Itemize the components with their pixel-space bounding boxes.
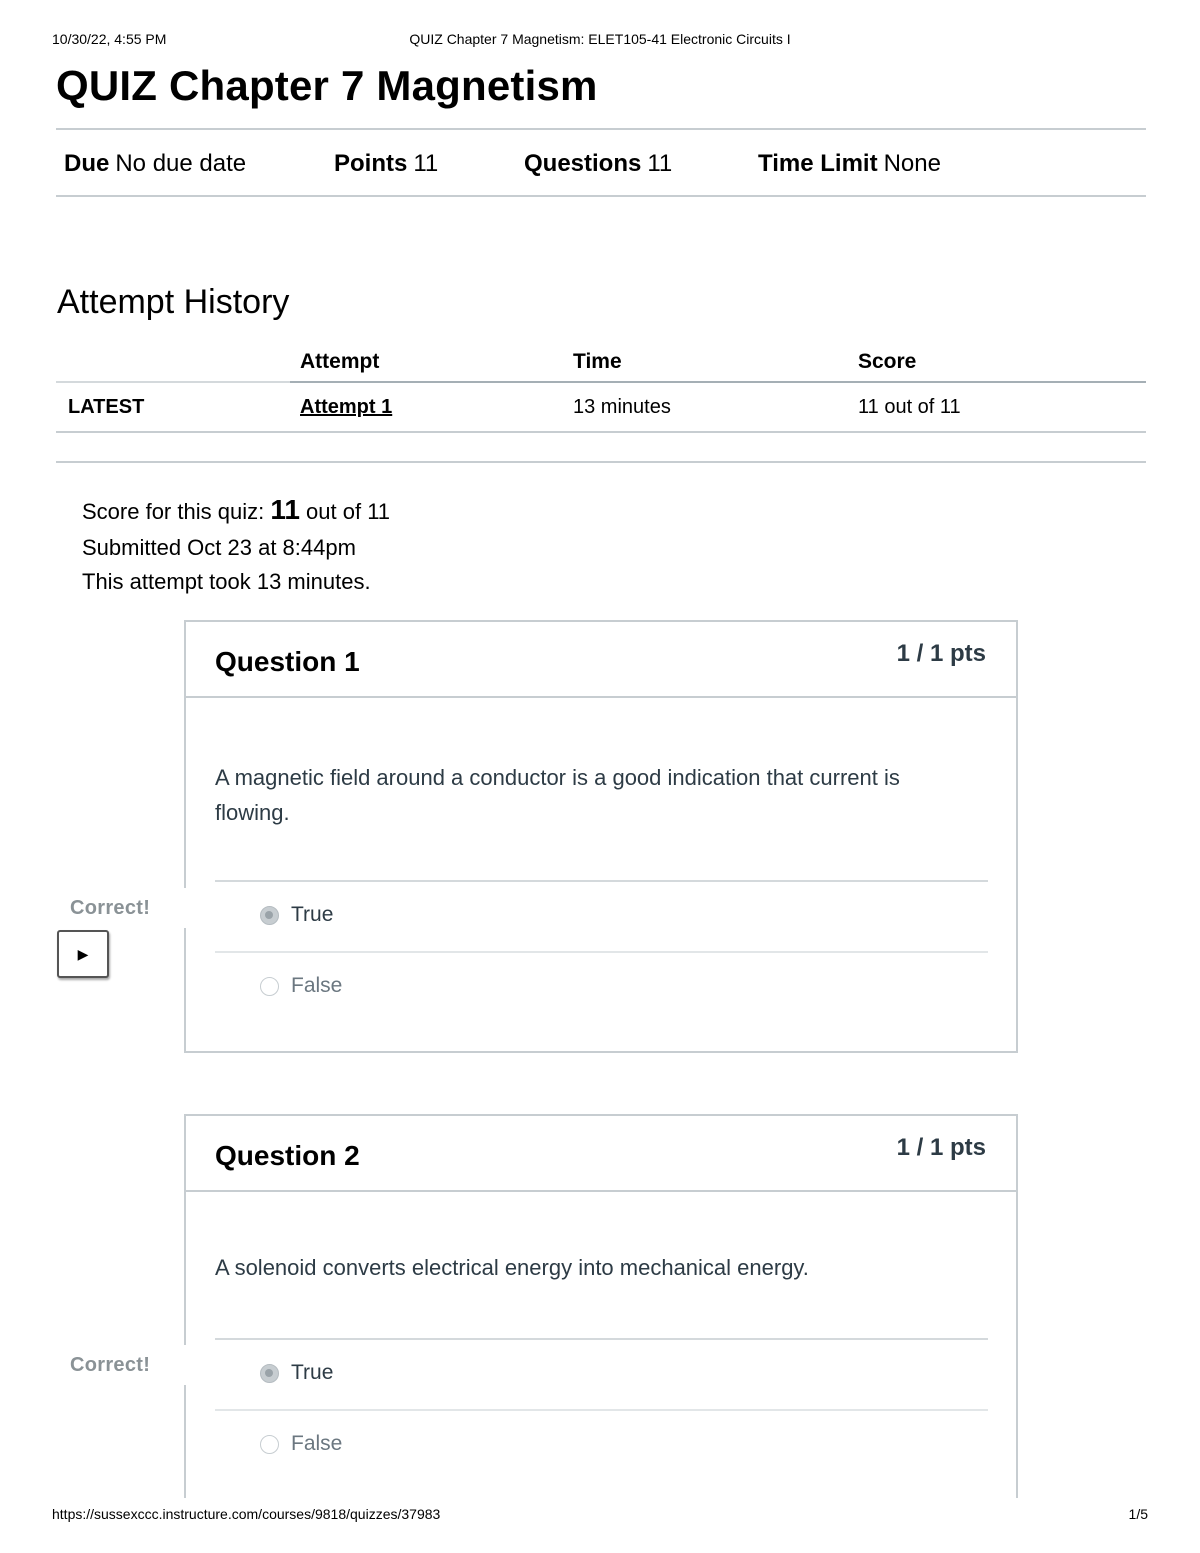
meta-questions bbox=[524, 150, 672, 178]
meta-time-limit bbox=[758, 150, 941, 178]
meta-points-value: 11 bbox=[413, 150, 439, 177]
question-header bbox=[186, 622, 1016, 698]
table-row bbox=[56, 383, 1146, 433]
question-text: A solenoid converts electrical energy into mechanical energy. bbox=[215, 1255, 809, 1280]
question-points: 1 / 1 pts bbox=[896, 1134, 986, 1161]
score-value: 11 bbox=[270, 494, 300, 525]
question-points: 1 / 1 pts bbox=[896, 640, 986, 667]
answer-label: False bbox=[291, 1432, 343, 1455]
meta-questions-value: 11 bbox=[647, 150, 673, 177]
answer-option-true[interactable] bbox=[215, 880, 988, 951]
answer-label: True bbox=[291, 903, 334, 926]
correct-tag: Correct! bbox=[70, 897, 151, 919]
quiz-meta-bar bbox=[56, 128, 1146, 197]
correct-tag: Correct! bbox=[70, 1354, 151, 1376]
attempt-history-heading: Attempt History bbox=[57, 283, 290, 321]
answer-label: False bbox=[291, 974, 343, 997]
answer-option-false[interactable] bbox=[215, 951, 988, 1022]
meta-time-limit-label: Time Limit bbox=[758, 150, 878, 177]
play-button[interactable] bbox=[57, 930, 109, 978]
attempt-score: 11 out of 11 bbox=[858, 396, 961, 418]
radio-icon[interactable] bbox=[260, 1364, 279, 1383]
page-title: QUIZ Chapter 7 Magnetism bbox=[56, 62, 598, 109]
meta-time-limit-value: None bbox=[883, 150, 941, 177]
answer-label: True bbox=[291, 1361, 334, 1384]
print-page-number: 1/5 bbox=[1128, 1506, 1148, 1522]
latest-tag: LATEST bbox=[68, 396, 145, 418]
radio-icon[interactable] bbox=[260, 977, 279, 996]
print-header bbox=[52, 31, 1148, 47]
table-header bbox=[56, 340, 1146, 383]
radio-icon[interactable] bbox=[260, 1435, 279, 1454]
print-url: https://sussexccc.instructure.com/courses/9818/quizzes/37983 bbox=[52, 1506, 441, 1522]
question-header bbox=[186, 1116, 1016, 1192]
col-score: Score bbox=[858, 350, 917, 373]
attempt-time: 13 minutes bbox=[573, 396, 671, 418]
question-card-1 bbox=[184, 620, 1018, 1053]
attempt-1-link[interactable]: Attempt 1 bbox=[300, 396, 393, 418]
submitted-line: Submitted Oct 23 at 8:44pm bbox=[82, 535, 356, 560]
answer-option-false[interactable] bbox=[215, 1409, 988, 1480]
score-summary bbox=[82, 492, 390, 600]
meta-due-value: No due date bbox=[115, 150, 247, 177]
print-footer bbox=[52, 1506, 1148, 1522]
attempt-history-table bbox=[56, 340, 1146, 433]
score-suffix: out of 11 bbox=[299, 499, 391, 524]
duration-line: This attempt took 13 minutes. bbox=[82, 569, 371, 594]
radio-icon[interactable] bbox=[260, 906, 279, 925]
print-title: QUIZ Chapter 7 Magnetism: ELET105-41 Electronic Circuits I bbox=[409, 31, 791, 47]
answer-list bbox=[215, 1338, 988, 1480]
meta-due bbox=[64, 150, 246, 178]
answer-list bbox=[215, 880, 988, 1022]
question-title: Question 1 bbox=[215, 646, 360, 677]
play-icon: ▶ bbox=[77, 945, 89, 962]
meta-points bbox=[334, 150, 438, 178]
question-title: Question 2 bbox=[215, 1140, 360, 1171]
meta-points-label: Points bbox=[334, 150, 408, 177]
question-card-2 bbox=[184, 1114, 1018, 1553]
answer-option-true[interactable] bbox=[215, 1338, 988, 1409]
divider bbox=[56, 461, 1146, 463]
question-text: A magnetic field around a conductor is a good indication that current is flowing. bbox=[215, 765, 900, 825]
score-prefix: Score for this quiz: bbox=[82, 499, 271, 524]
col-time: Time bbox=[573, 350, 622, 373]
score-line bbox=[82, 492, 390, 530]
print-datetime: 10/30/22, 4:55 PM bbox=[52, 31, 167, 47]
meta-due-label: Due bbox=[64, 150, 110, 177]
col-attempt: Attempt bbox=[300, 350, 380, 373]
meta-questions-label: Questions bbox=[524, 150, 642, 177]
